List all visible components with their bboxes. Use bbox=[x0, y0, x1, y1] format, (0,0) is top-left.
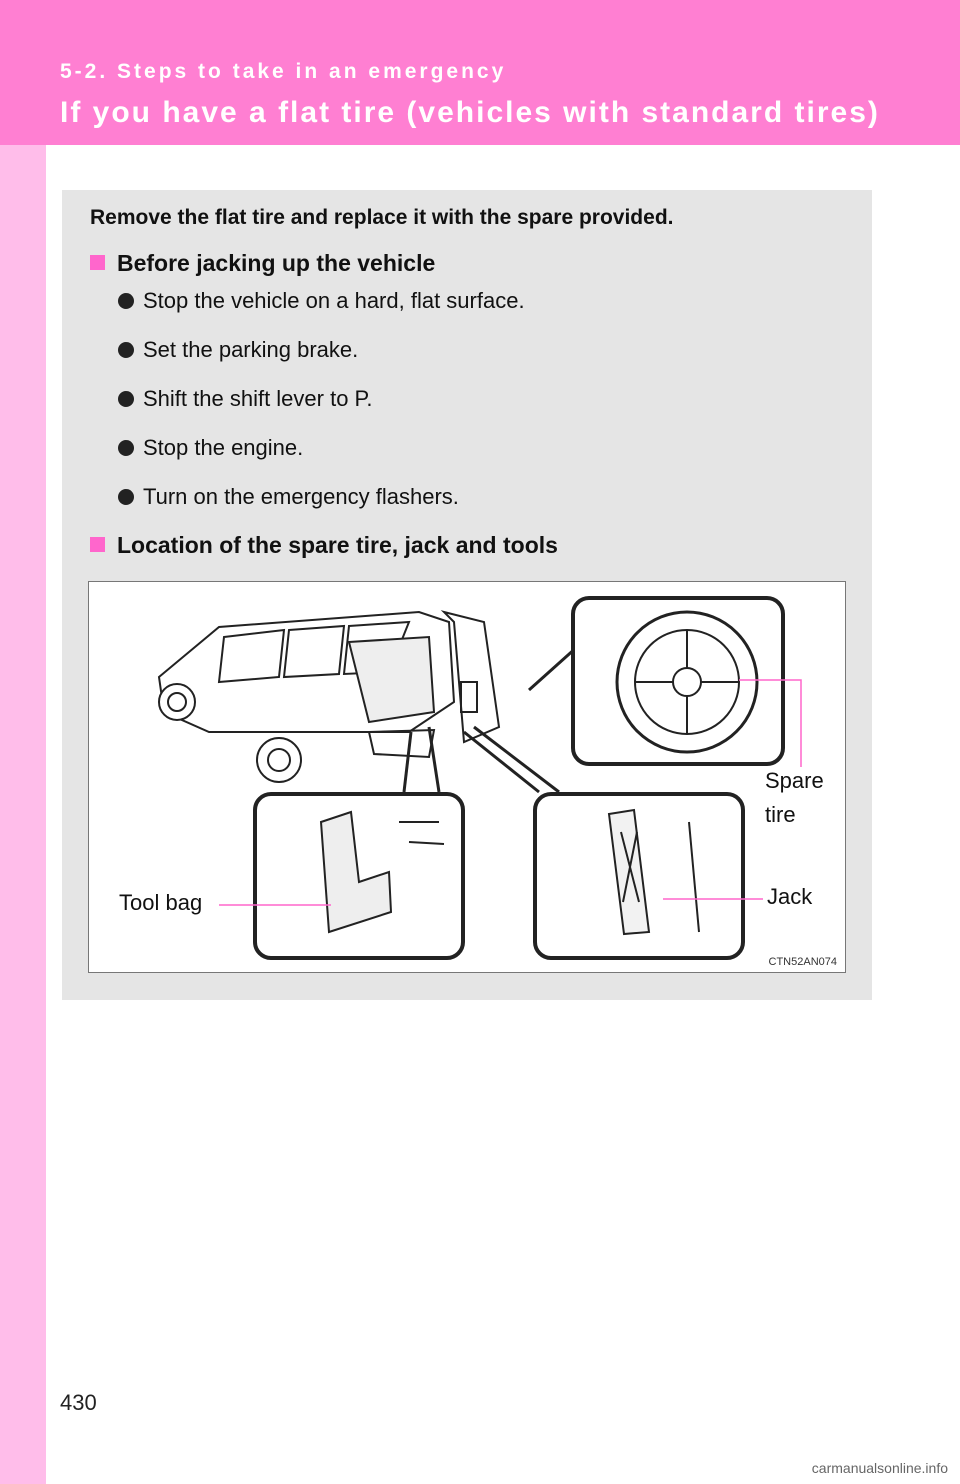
bullet-icon bbox=[118, 342, 134, 358]
jack-inset bbox=[535, 794, 743, 958]
section-label: 5-2. Steps to take in an emergency bbox=[60, 60, 507, 83]
precaution-list bbox=[118, 288, 525, 533]
subhead-label: Location of the spare tire, jack and tools bbox=[117, 532, 558, 558]
subhead-before-jacking bbox=[90, 250, 435, 277]
jack-label: Jack bbox=[767, 884, 813, 909]
side-strip bbox=[0, 145, 46, 1484]
list-item: Stop the engine. bbox=[118, 435, 525, 484]
spare-tire-label-line2: tire bbox=[765, 802, 796, 827]
list-item: Stop the vehicle on a hard, flat surface. bbox=[118, 288, 525, 337]
subhead-location bbox=[90, 532, 558, 559]
figure-code: CTN52AN074 bbox=[768, 956, 837, 968]
page-number: 430 bbox=[60, 1390, 97, 1415]
watermark: carmanualsonline.info bbox=[811, 1460, 948, 1476]
list-item: Turn on the emergency flashers. bbox=[118, 484, 525, 533]
list-item: Set the parking brake. bbox=[118, 337, 525, 386]
content-box bbox=[62, 190, 872, 1000]
square-bullet-icon bbox=[90, 255, 105, 270]
bullet-icon bbox=[118, 440, 134, 456]
bullet-icon bbox=[118, 391, 134, 407]
tool-bag-label: Tool bag bbox=[119, 890, 203, 915]
bullet-icon bbox=[118, 293, 134, 309]
intro-text: Remove the flat tire and replace it with the spare provided. bbox=[90, 206, 674, 229]
location-illustration bbox=[89, 582, 845, 972]
location-figure bbox=[88, 581, 846, 973]
vehicle-illustration bbox=[159, 612, 499, 782]
square-bullet-icon bbox=[90, 537, 105, 552]
spare-tire-label-line1: Spare bbox=[765, 768, 824, 793]
list-item: Shift the shift lever to P. bbox=[118, 386, 525, 435]
page-title: If you have a flat tire (vehicles with standard tires) bbox=[60, 96, 880, 129]
spare-tire-inset bbox=[573, 598, 783, 764]
subhead-label: Before jacking up the vehicle bbox=[117, 250, 436, 276]
bullet-icon bbox=[118, 489, 134, 505]
tool-bag-inset bbox=[255, 794, 463, 958]
